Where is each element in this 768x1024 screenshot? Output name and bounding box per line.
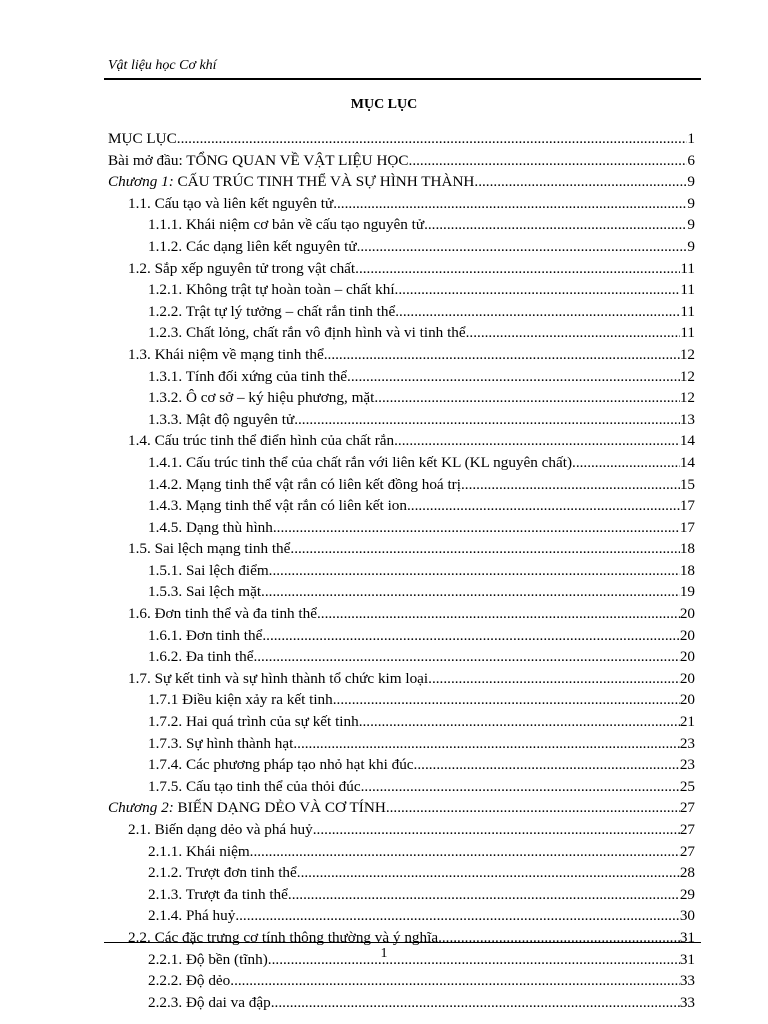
toc-entry-label: [148, 236, 357, 258]
toc-page-number: 30: [679, 907, 695, 925]
dot-leader: [347, 366, 680, 388]
toc-entry[interactable]: [108, 236, 695, 258]
toc-entry-text: 1.5.1. Sai lệch điểm: [148, 561, 269, 579]
toc-entry-text: 1.7.4. Các phương pháp tạo nhỏ hạt khi đúc: [148, 756, 414, 774]
toc-page-number: 18: [679, 561, 695, 579]
dot-leader: [333, 689, 680, 711]
footer-rule: [104, 942, 701, 943]
toc-entry-label: [148, 992, 271, 1014]
toc-entry[interactable]: [108, 603, 695, 625]
toc-page-number: 11: [680, 302, 695, 320]
toc-page-number: 9: [687, 194, 695, 212]
toc-entry-label: [128, 344, 324, 366]
toc-entry-text: 1.4. Cấu trúc tinh thể điển hình của chất rắn: [128, 432, 395, 450]
toc-entry-text: 1.7.3. Sự hình thành hạt: [148, 734, 294, 752]
dot-leader: [355, 258, 680, 280]
toc-page-number: 25: [679, 777, 695, 795]
toc-entry[interactable]: [108, 366, 695, 388]
toc-entry-text: CẤU TRÚC TINH THỂ VÀ SỰ HÌNH THÀNH: [177, 173, 475, 191]
toc-entry[interactable]: [108, 776, 695, 798]
toc-page-number: 17: [679, 497, 695, 515]
toc-entry-label: [128, 258, 355, 280]
dot-leader: [290, 538, 679, 560]
dot-leader: [428, 668, 680, 690]
dot-leader: [333, 193, 687, 215]
toc-entry[interactable]: [108, 733, 695, 755]
toc-entry-text: 1.4.3. Mạng tinh thể vật rắn có liên kết ion: [148, 497, 407, 515]
toc-entry-text: 1.3.3. Mật độ nguyên tử: [148, 410, 295, 428]
dot-leader: [262, 625, 679, 647]
toc-entry[interactable]: [108, 344, 695, 366]
toc-entry-text: MỤC LỤC: [108, 130, 177, 147]
toc-page-number: 29: [679, 885, 695, 903]
toc-entry-text: 1.7.1 Điều kiện xảy ra kết tinh: [148, 691, 333, 709]
toc-entry-text: 1.3.1. Tính đối xứng của tinh thể: [148, 367, 348, 385]
toc-entry-text: 1.1.2. Các dạng liên kết nguyên tử: [148, 237, 357, 255]
toc-entry[interactable]: [108, 905, 695, 927]
dot-leader: [324, 344, 680, 366]
toc-page-number: 23: [679, 756, 695, 774]
toc-entry-label: [148, 711, 359, 733]
toc-entry-text: 1.3. Khái niệm về mạng tinh thể: [128, 345, 324, 363]
toc-entry[interactable]: [108, 495, 695, 517]
dot-leader: [374, 387, 679, 409]
dot-leader: [288, 884, 680, 906]
toc-page-number: 31: [679, 950, 695, 968]
toc-entry-label: [108, 150, 409, 172]
toc-entry-label: [148, 214, 424, 236]
toc-entry-label: [148, 452, 572, 474]
toc-page-number: 18: [679, 540, 695, 558]
toc-entry[interactable]: [108, 862, 695, 884]
dot-leader: [297, 862, 680, 884]
toc-entry-text: 1.5.3. Sai lệch mặt: [148, 583, 262, 601]
toc-page-number: 20: [679, 605, 695, 623]
toc-page-number: 14: [679, 432, 695, 450]
toc-entry[interactable]: [108, 754, 695, 776]
toc-entry[interactable]: [108, 560, 695, 582]
toc-entry[interactable]: [108, 646, 695, 668]
toc-entry-label: [128, 430, 394, 452]
dot-leader: [317, 603, 680, 625]
toc-page-number: 27: [679, 821, 695, 838]
toc-entry[interactable]: [108, 193, 695, 215]
toc-entry[interactable]: [108, 711, 695, 733]
toc-page-number: 20: [679, 669, 695, 687]
toc-entry-text: 2.1.4. Phá huỷ: [148, 907, 236, 925]
toc-page-number: 11: [680, 259, 695, 277]
dot-leader: [177, 128, 688, 150]
toc-page-number: 33: [679, 972, 695, 990]
toc-page-number: 13: [679, 410, 695, 428]
toc-entry-label: [148, 862, 297, 884]
toc-page-number: 11: [680, 281, 695, 299]
dot-leader: [407, 495, 680, 517]
toc-page-number: 11: [680, 324, 695, 342]
toc-entry-label: [148, 409, 294, 431]
toc-entry[interactable]: [108, 387, 695, 409]
toc-entry[interactable]: [108, 214, 695, 236]
toc-entry-label: [148, 279, 395, 301]
toc-entry-text: 1.4.2. Mạng tinh thể vật rắn có liên kết đồng hoá trị: [148, 475, 461, 493]
toc-page-number: 15: [679, 475, 695, 493]
dot-leader: [461, 474, 680, 496]
toc-page-number: 6: [687, 151, 695, 169]
toc-page-number: 9: [687, 216, 695, 234]
dot-leader: [269, 560, 680, 582]
toc-entry[interactable]: [108, 625, 695, 647]
toc-chapter-prefix: Chương 1:: [108, 173, 178, 191]
toc-entry-label: [128, 603, 317, 625]
toc-entry[interactable]: [108, 581, 695, 603]
toc-entry-label: [148, 884, 288, 906]
toc-entry[interactable]: [108, 797, 695, 819]
toc-entry-text: 1.7.2. Hai quá trình của sự kết tinh: [148, 713, 359, 731]
toc-page-number: 27: [679, 842, 695, 860]
toc-entry-label: [148, 776, 361, 798]
dot-leader: [273, 517, 680, 539]
toc-page-number: 20: [679, 691, 695, 709]
toc-entry[interactable]: [108, 322, 695, 344]
toc-entry-text: 1.6.2. Đa tinh thể: [148, 648, 254, 666]
dot-leader: [357, 236, 688, 258]
toc-entry-text: 1.2.3. Chất lỏng, chất rắn vô định hình và vi tinh thể: [148, 324, 466, 342]
toc-entry-label: [148, 560, 269, 582]
dot-leader: [395, 301, 680, 323]
toc-page-number: 12: [679, 367, 695, 385]
dot-leader: [293, 733, 679, 755]
toc-page-number: 21: [679, 713, 695, 731]
page-number: 1: [380, 946, 388, 961]
toc-entry[interactable]: [108, 538, 695, 560]
toc-entry-text: 2.2. Các đặc trưng cơ tính thông thường và ý nghĩa: [128, 928, 439, 946]
toc-entry-label: [128, 819, 313, 841]
toc-entry-label: [148, 733, 293, 755]
toc-entry-text: 1.2. Sắp xếp nguyên tử trong vật chất: [128, 259, 356, 277]
toc-entry-label: [108, 128, 177, 150]
toc-page-number: 20: [679, 648, 695, 666]
toc-entry-label: [148, 581, 261, 603]
toc-entry[interactable]: [108, 689, 695, 711]
dot-leader: [386, 797, 680, 819]
toc-entry-label: [148, 646, 253, 668]
toc-entry[interactable]: [108, 819, 695, 841]
toc-entry-label: [128, 668, 428, 690]
dot-leader: [409, 150, 688, 172]
header-rule: [104, 78, 701, 80]
toc-entry-text: 1.7.5. Cấu tạo tinh thể của thỏi đúc: [148, 777, 361, 795]
toc-page-number: 9: [687, 173, 695, 191]
toc-entry[interactable]: [108, 301, 695, 323]
toc-entry-label: [108, 797, 386, 819]
toc-entry-label: [108, 171, 474, 193]
toc-entry-label: [148, 474, 461, 496]
toc-entry-label: [148, 387, 374, 409]
dot-leader: [466, 322, 681, 344]
toc-entry-label: [148, 754, 414, 776]
toc-page-number: 12: [679, 345, 695, 363]
toc-page-number: 17: [679, 518, 695, 536]
toc-page-number: 14: [679, 453, 695, 471]
dot-leader: [572, 452, 680, 474]
toc-chapter-prefix: Chương 2:: [108, 799, 178, 817]
toc-entry-text: 1.6.1. Đơn tinh thể: [148, 626, 263, 644]
toc-page-number: 20: [679, 626, 695, 644]
toc-page-number: 23: [679, 734, 695, 752]
dot-leader: [294, 409, 680, 431]
toc-entry-text: 1.2.2. Trật tự lý tưởng – chất rắn tinh thể: [148, 302, 396, 320]
toc-entry-text: Bài mở đầu: TỔNG QUAN VỀ VẬT LIỆU HỌC: [108, 151, 409, 169]
dot-leader: [474, 171, 687, 193]
table-of-contents: [108, 128, 695, 1013]
toc-entry-text: 1.7. Sự kết tinh và sự hình thành tổ chức kim loại: [128, 669, 429, 687]
toc-entry-text: 1.4.1. Cấu trúc tinh thể của chất rắn với liên kết KL (KL nguyên chất): [148, 453, 573, 471]
toc-page-number: 12: [679, 389, 695, 407]
toc-page-number: 33: [679, 993, 695, 1011]
toc-entry-label: [148, 322, 466, 344]
toc-entry-label: [148, 841, 250, 863]
toc-entry-text: 1.2.1. Không trật tự hoàn toàn – chất khí: [148, 281, 395, 299]
toc-entry-text: 2.2.2. Độ dẻo: [148, 972, 231, 990]
toc-entry[interactable]: [108, 668, 695, 690]
toc-entry-label: [148, 495, 407, 517]
toc-page-number: 9: [687, 237, 695, 255]
toc-entry[interactable]: [108, 258, 695, 280]
dot-leader: [235, 905, 679, 927]
toc-entry-label: [148, 301, 395, 323]
toc-entry-text: 1.4.5. Dạng thù hình: [148, 518, 273, 536]
toc-entry[interactable]: [108, 171, 695, 193]
toc-entry[interactable]: [108, 474, 695, 496]
toc-entry-text: 1.6. Đơn tinh thể và đa tinh thể: [128, 605, 317, 623]
toc-page-number: 1: [687, 130, 695, 147]
toc-entry-label: [128, 538, 290, 560]
dot-leader: [261, 581, 680, 603]
toc-entry-text: 1.1.1. Khái niệm cơ bản về cấu tạo nguyên tử: [148, 216, 425, 234]
toc-entry-label: [148, 625, 262, 647]
toc-entry-text: 1.5. Sai lệch mạng tinh thể: [128, 540, 291, 558]
toc-entry[interactable]: [108, 409, 695, 431]
toc-entry-text: 1.1. Cấu tạo và liên kết nguyên tử: [128, 194, 334, 212]
page-title: MỤC LỤC: [350, 97, 418, 112]
running-header: Vật liệu học Cơ khí: [108, 58, 217, 73]
toc-entry-label: [148, 689, 333, 711]
dot-leader: [395, 279, 681, 301]
toc-entry-text: BIẾN DẠNG DẺO VÀ CƠ TÍNH: [177, 799, 386, 817]
toc-entry-label: [128, 193, 333, 215]
toc-page-number: 31: [679, 928, 695, 946]
toc-entry-label: [148, 970, 230, 992]
toc-page-number: 27: [679, 799, 695, 817]
toc-entry-text: 2.1.3. Trượt đa tinh thể: [148, 885, 288, 903]
toc-entry-text: 2.1.1. Khái niệm: [148, 842, 250, 860]
dot-leader: [271, 992, 680, 1014]
toc-entry-text: 2.2.3. Độ dai va đập: [148, 993, 271, 1011]
toc-entry[interactable]: [108, 279, 695, 301]
dot-leader: [414, 754, 680, 776]
toc-entry[interactable]: [108, 128, 695, 150]
dot-leader: [230, 970, 680, 992]
toc-entry[interactable]: [108, 452, 695, 474]
dot-leader: [313, 819, 680, 841]
toc-entry-text: 2.2.1. Độ bền (tĩnh): [148, 950, 268, 968]
toc-entry[interactable]: [108, 992, 695, 1014]
dot-leader: [250, 841, 680, 863]
toc-entry-label: [148, 366, 347, 388]
toc-entry[interactable]: [108, 841, 695, 863]
toc-entry[interactable]: [108, 150, 695, 172]
toc-entry-text: 2.1.2. Trượt đơn tinh thể: [148, 864, 297, 882]
dot-leader: [253, 646, 679, 668]
toc-entry[interactable]: [108, 970, 695, 992]
dot-leader: [424, 214, 687, 236]
toc-entry-text: 1.3.2. Ô cơ sở – ký hiệu phương, mặt: [148, 389, 375, 407]
toc-entry-text: 2.1. Biến dạng dẻo và phá huỷ: [128, 821, 313, 838]
toc-entry[interactable]: [108, 430, 695, 452]
dot-leader: [361, 776, 680, 798]
toc-entry[interactable]: [108, 884, 695, 906]
toc-entry-label: [148, 517, 273, 539]
toc-entry[interactable]: [108, 517, 695, 539]
toc-page-number: 19: [679, 583, 695, 601]
toc-page-number: 28: [679, 864, 695, 882]
dot-leader: [394, 430, 680, 452]
toc-entry-label: [148, 905, 235, 927]
dot-leader: [359, 711, 680, 733]
